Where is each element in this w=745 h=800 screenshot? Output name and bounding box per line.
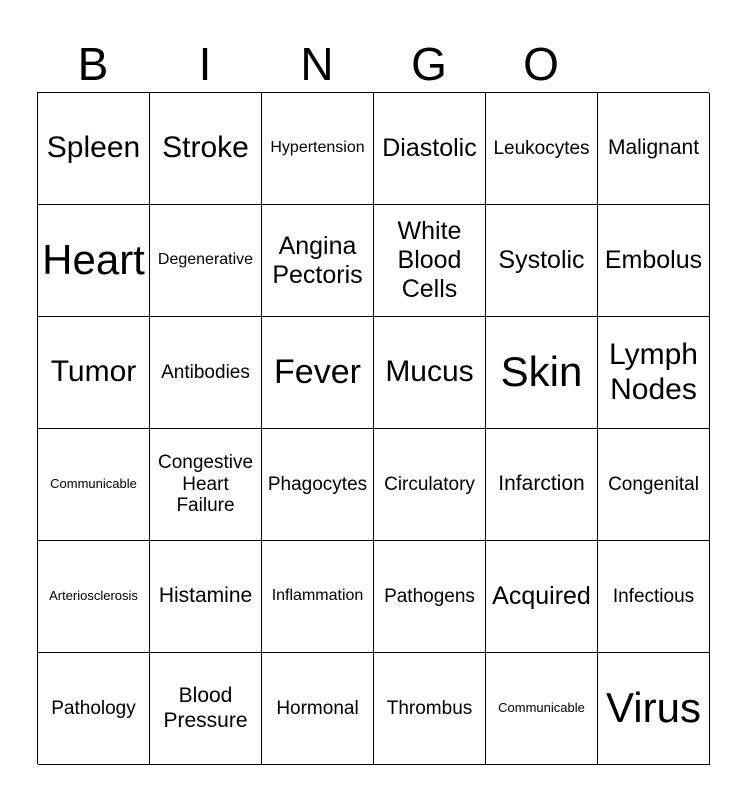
bingo-cell[interactable]: Malignant [598,93,710,205]
bingo-cell[interactable]: Acquired [486,541,598,653]
bingo-cell[interactable]: Infarction [486,429,598,541]
bingo-cell[interactable]: Embolus [598,205,710,317]
bingo-cell[interactable]: Blood Pressure [150,653,262,765]
header-letter-i: I [198,38,212,90]
bingo-cell[interactable]: Congestive Heart Failure [150,429,262,541]
bingo-cell[interactable]: Congenital [598,429,710,541]
bingo-cell[interactable]: Heart [38,205,150,317]
bingo-cell[interactable]: Communicable [486,653,598,765]
bingo-cell[interactable]: Antibodies [150,317,262,429]
header-letter-b: B [77,38,109,90]
bingo-cell[interactable]: Mucus [374,317,486,429]
bingo-board [37,92,709,764]
bingo-cell[interactable]: Hormonal [262,653,374,765]
bingo-cell[interactable]: Skin [486,317,598,429]
bingo-cell[interactable]: Diastolic [374,93,486,205]
bingo-cell[interactable]: Degenerative [150,205,262,317]
bingo-cell[interactable]: Virus [598,653,710,765]
bingo-cell[interactable]: Thrombus [374,653,486,765]
bingo-cell[interactable]: Systolic [486,205,598,317]
bingo-cell[interactable]: Hypertension [262,93,374,205]
bingo-cell[interactable]: Circulatory [374,429,486,541]
bingo-cell[interactable]: Spleen [38,93,150,205]
bingo-cell[interactable]: Lymph Nodes [598,317,710,429]
header-letter-n: N [300,38,334,90]
bingo-cell[interactable]: Inflammation [262,541,374,653]
bingo-header [37,36,597,92]
bingo-cell[interactable]: Stroke [150,93,262,205]
bingo-cell[interactable]: Arteriosclerosis [38,541,150,653]
bingo-cell[interactable]: Histamine [150,541,262,653]
header-letter-g: G [411,38,447,90]
bingo-cell[interactable]: Tumor [38,317,150,429]
bingo-cell[interactable]: Leukocytes [486,93,598,205]
header-letter-o: O [523,38,559,90]
bingo-cell[interactable]: Fever [262,317,374,429]
bingo-cell[interactable]: Pathology [38,653,150,765]
bingo-cell[interactable]: Infectious [598,541,710,653]
bingo-cell[interactable]: Phagocytes [262,429,374,541]
bingo-cell[interactable]: Communicable [38,429,150,541]
bingo-cell[interactable]: Angina Pectoris [262,205,374,317]
bingo-cell[interactable]: Pathogens [374,541,486,653]
bingo-cell[interactable]: White Blood Cells [374,205,486,317]
